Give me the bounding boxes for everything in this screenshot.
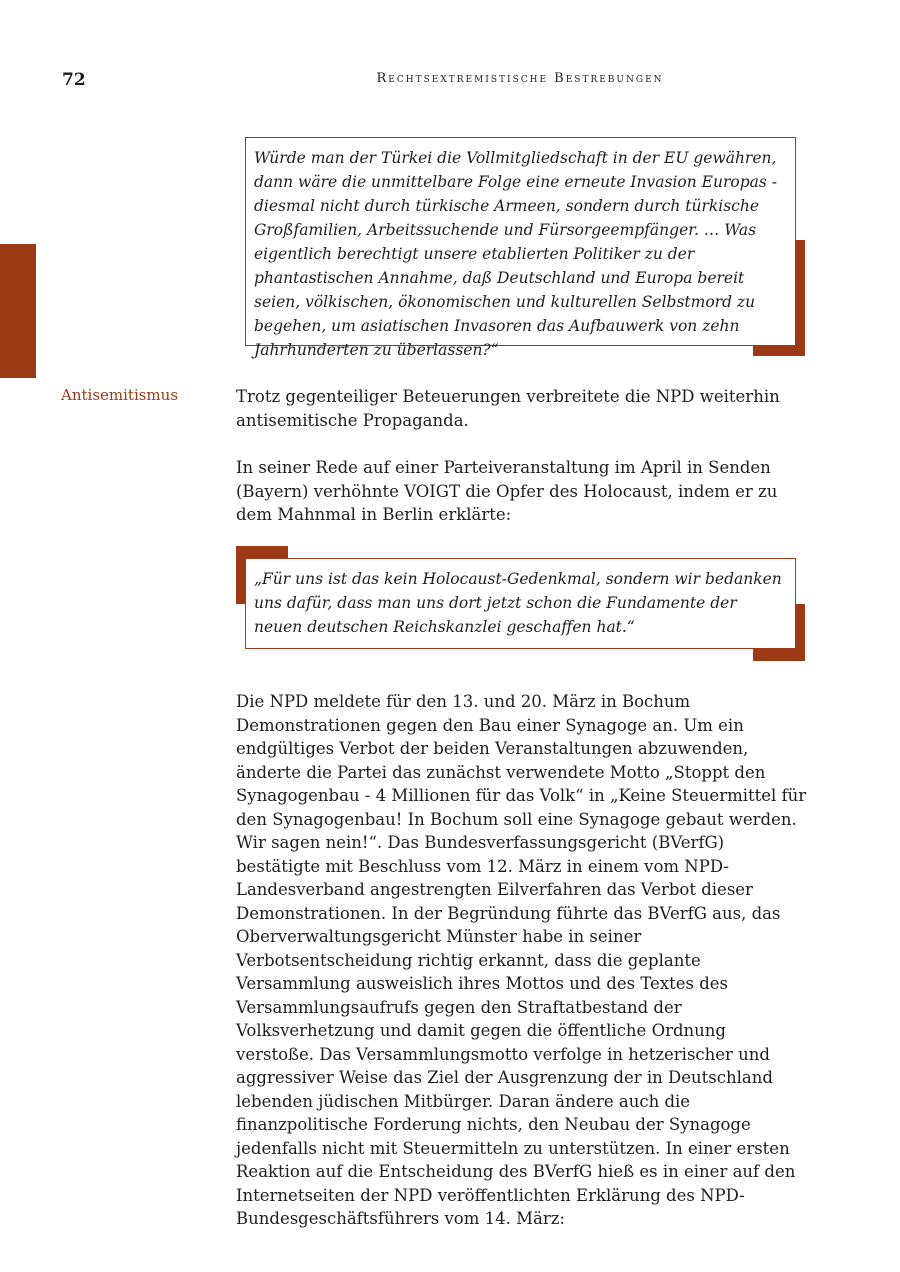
blockquote-2 (245, 558, 796, 649)
running-header: Rechtsextremistische Bestrebungen (376, 71, 664, 86)
quote-text-1: Würde man der Türkei die Vollmitgliedschaft in der EU gewähren, dann wäre die unmittelbare Folge eine erneute Invasion Europas - diesmal nicht durch türkische Armeen, sondern durch türkische Großfamilien, Arbeitssuchende und Fürsorgeempfänger. … Was eigentlich berechtigt unsere etablierten Politiker zu der phantastischen Annahme, daß Deutschland und Europa bereit seien, völkischen, ökonomischen und kulturellen Selbstmord zu begehen, um asiatischen Invasoren das Aufbauwerk von zehn Jahrhunderten zu überlassen?“ (254, 149, 777, 359)
blockquote-1 (245, 137, 796, 359)
quote-text-2: „Für uns ist das kein Holocaust-Gedenkmal, sondern wir bedanken uns dafür, dass man uns dort jetzt schon die Fundamente der neuen deutschen Reichskanzlei geschaffen hat.“ (254, 570, 782, 636)
body-paragraph-3: Die NPD meldete für den 13. und 20. März in Bochum Demonstrationen gegen den Bau einer Synagoge an. Um ein endgültiges Verbot der beiden Veranstaltungen abzuwenden, änderte die Partei das zunächst verwendete Motto „Stoppt den Synagogenbau - 4 Millionen für das Volk“ in „Keine Steuermittel für den Synagogenbau! In Bochum soll eine Synagoge gebaut werden. Wir sagen nein!“. Das Bundesverfassungsgericht (BVerfG) bestätigte mit Beschluss vom 12. März in einem vom NPD-Landesverband angestrengten Eilverfahren das Verbot dieser Demonstrationen. In der Begründung führte das BVerfG aus, das Oberverwaltungsgericht Münster habe in seiner Verbotsentscheidung richtig erkannt, dass die geplante Versammlung ausweislich ihres Mottos und des Textes des Versammlungsaufrufs gegen den Straftatbestand der Volksverhetzung und damit gegen die öffentliche Ordnung verstoße. Das Versammlungsmotto verfolge in hetzerischer und aggressiver Weise das Ziel der Ausgrenzung der in Deutschland lebenden jüdischen Mitbürger. Daran ändere auch die finanzpolitische Forderung nichts, den Neubau der Synagoge jedenfalls nicht mit Steuermitteln zu unterstützen. In einer ersten Reaktion auf die Entscheidung des BVerfG hieß es in einer auf den Internetseiten der NPD veröffentlichten Erklärung des NPD- Bundesgeschäftsführers vom 14. März: (236, 692, 807, 1228)
section-label: Antisemitismus (61, 386, 179, 404)
page-number: 72 (62, 70, 86, 90)
body-paragraph-1: Trotz gegenteiliger Beteuerungen verbreitete die NPD weiterhin antisemitische Propaganda. (236, 387, 780, 430)
edge-marker-bar (0, 244, 36, 378)
body-paragraph-2: In seiner Rede auf einer Parteiveranstaltung im April in Senden (Bayern) verhöhnte VOIGT die Opfer des Holocaust, indem er zu dem Mahnmal in Berlin erklärte: (236, 458, 778, 524)
